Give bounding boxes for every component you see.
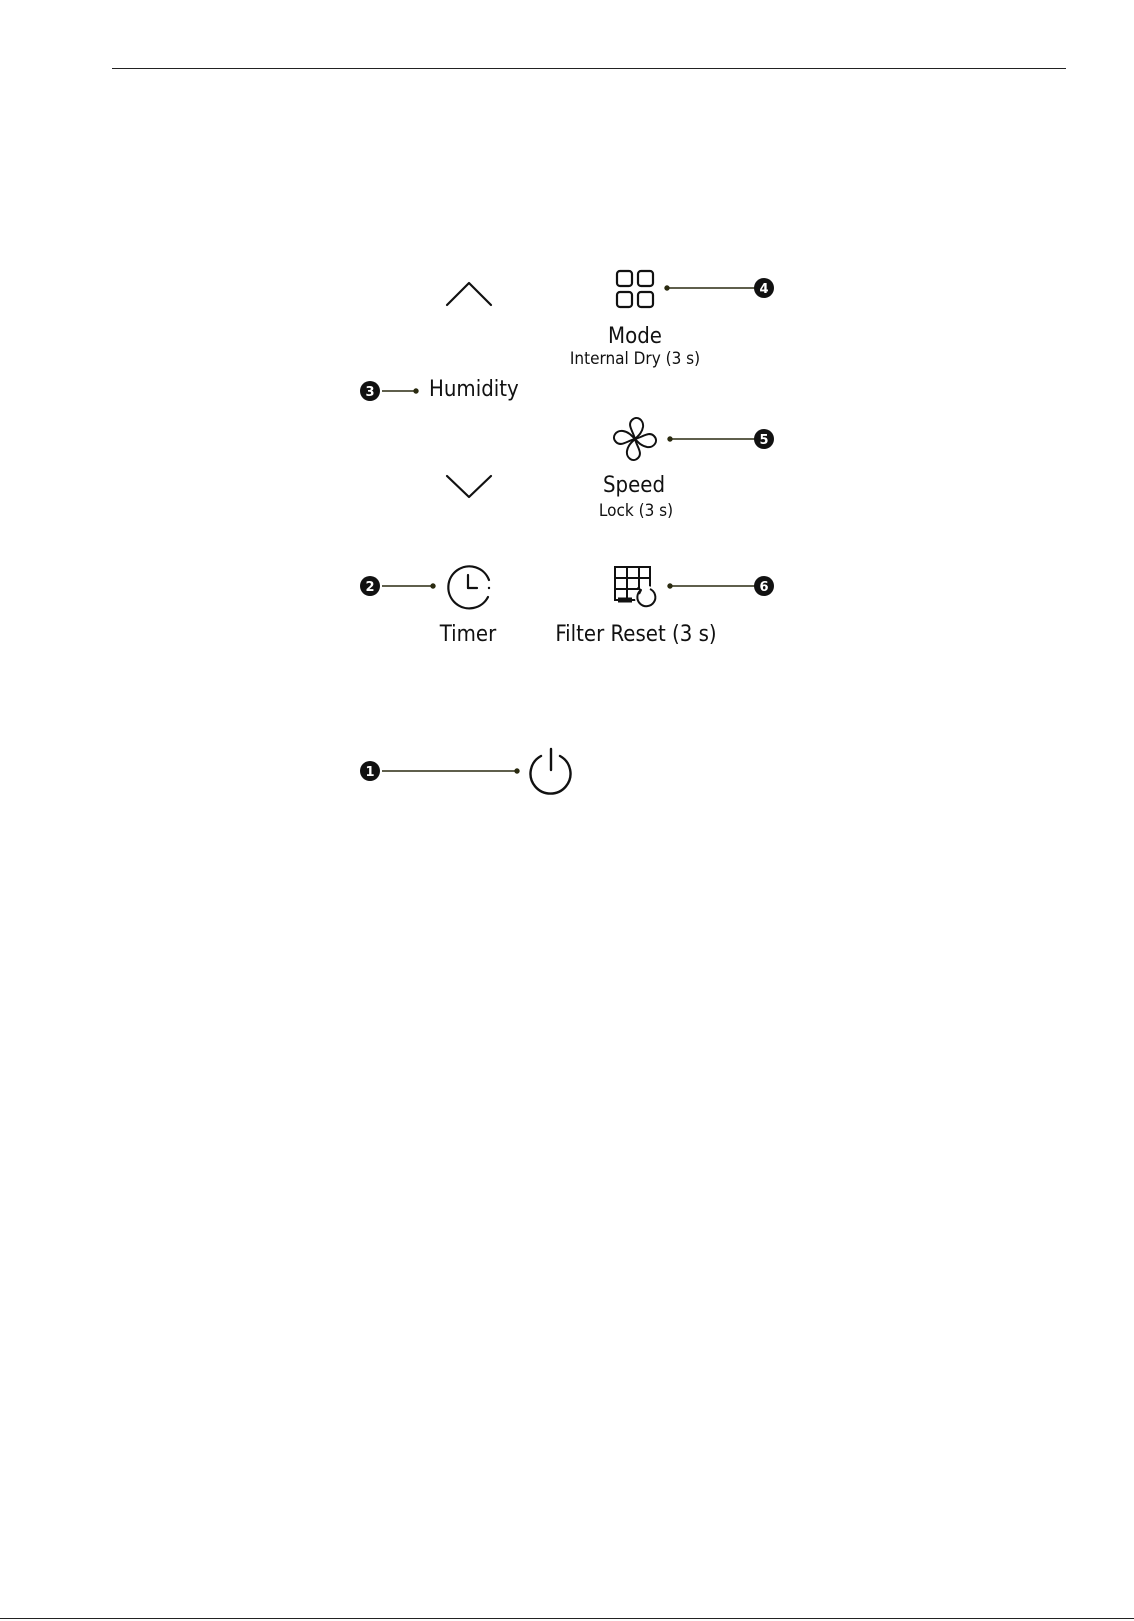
svg-text:3: 3: [365, 385, 375, 400]
timer-clock-icon[interactable]: [448, 566, 490, 608]
svg-text:1: 1: [365, 765, 375, 780]
callout-3: [360, 381, 380, 401]
callout-5: [754, 429, 774, 449]
power-icon[interactable]: [531, 749, 571, 794]
svg-text:4: 4: [759, 282, 769, 297]
svg-text:5: 5: [759, 433, 769, 448]
footer-rule: [0, 1618, 1134, 1619]
callout-1: [360, 761, 380, 781]
humidity-up-icon[interactable]: [447, 283, 491, 305]
callout-4: [754, 278, 774, 298]
timer-label: Timer: [439, 622, 497, 647]
svg-text:6: 6: [759, 580, 769, 595]
mode-grid-icon[interactable]: [617, 271, 653, 307]
humidity-down-icon[interactable]: [447, 476, 491, 497]
callout-2: [360, 576, 380, 596]
mode-sublabel: Internal Dry (3 s): [569, 349, 701, 369]
filter-reset-icon[interactable]: [615, 567, 659, 610]
speed-sublabel: Lock (3 s): [598, 501, 674, 521]
speed-label: Speed: [602, 473, 666, 498]
mode-label: Mode: [608, 324, 662, 349]
callout-6: [754, 576, 774, 596]
filter-reset-label: Filter Reset (3 s): [555, 622, 717, 647]
humidity-label: Humidity: [429, 377, 519, 402]
svg-text:2: 2: [365, 580, 375, 595]
speed-fan-icon[interactable]: [614, 418, 656, 460]
